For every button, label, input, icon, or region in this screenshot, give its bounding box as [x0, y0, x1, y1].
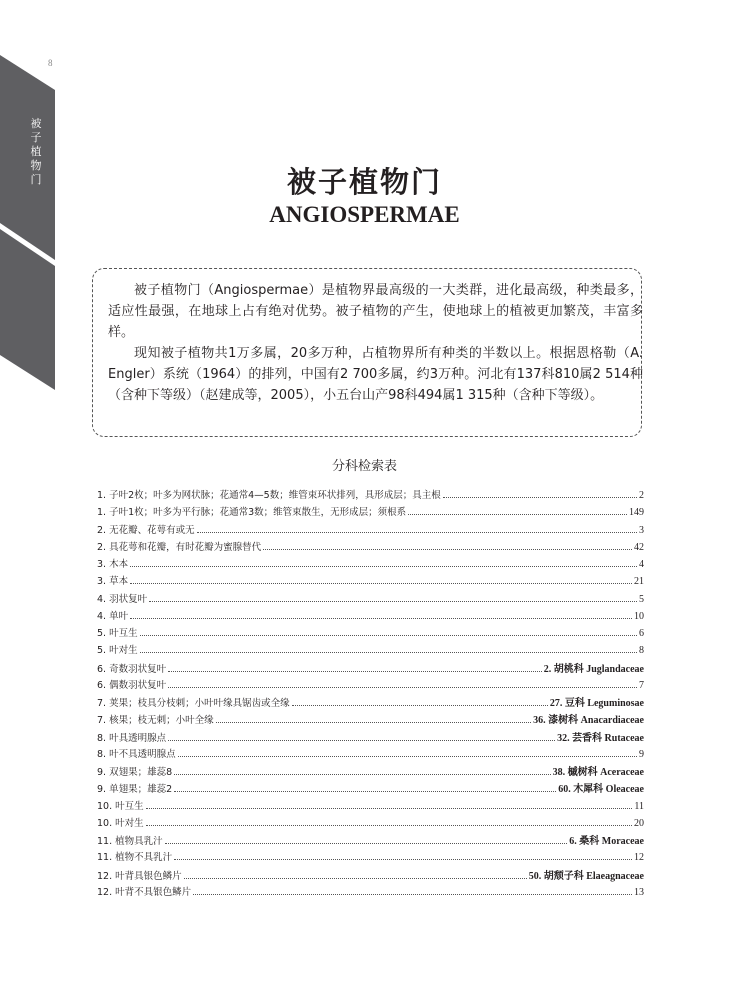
- leader-dots: [174, 784, 556, 792]
- page-number: 8: [48, 58, 53, 68]
- key-entry-text: 4. 单叶: [97, 610, 129, 622]
- key-entry: [97, 867, 644, 884]
- leader-dots: [174, 767, 551, 775]
- key-family-name: 60. 木犀科 Oleaceae: [558, 784, 644, 796]
- leader-dots: [130, 576, 632, 584]
- leader-dots: [197, 525, 637, 533]
- key-entry-text: 7. 核果；枝无刺；小叶全缘: [97, 715, 214, 727]
- key-entry: [97, 694, 644, 711]
- key-entry-text: 6. 奇数羽状复叶: [97, 663, 167, 675]
- key-family-name: 27. 豆科 Leguminosae: [549, 698, 644, 709]
- key-family-name: 50. 胡颓子科 Elaeagnaceae: [528, 870, 644, 882]
- key-family-name: 38. 槭树科 Aceraceae: [552, 767, 644, 778]
- intro-paragraph: 现知被子植物共1万多属，20多万种，占植物界所有种类的半数以上。根据恩格勒（A. Engler）系统（1964）的排列，中国有2 700多属，约3万种。河北有137科810属2 514种（含种下等级）（赵建成等，2005），小五台山产98科494属1 315种（含种下等级）。: [108, 346, 643, 403]
- key-entry: [97, 729, 644, 746]
- key-step-ref: 11: [634, 800, 644, 812]
- key-step-ref: 7: [639, 679, 644, 691]
- key-entry: [97, 660, 644, 677]
- key-entry-text: 10. 叶对生: [97, 817, 144, 829]
- intro-paragraph: 被子植物门（Angiospermae）是植物界最高级的一大类群，进化最高级，种类最多，适应性最强，在地球上占有绝对优势。被子植物的产生，使地球上的植被更加繁茂，丰富多样。: [108, 283, 643, 340]
- key-entry: [97, 884, 644, 901]
- leader-dots: [174, 852, 632, 860]
- key-entry: [97, 677, 644, 694]
- leader-dots: [149, 594, 637, 602]
- key-step-ref: 8: [639, 645, 644, 657]
- leader-dots: [130, 611, 632, 619]
- key-family-name: 36. 漆树科 Anacardiaceae: [533, 715, 644, 727]
- key-step-ref: 10: [634, 610, 644, 622]
- key-entry-text: 8. 叶不具透明腺点: [97, 748, 176, 760]
- key-entry-text: 9. 双翅果；雄蕊8: [97, 767, 173, 778]
- leader-dots: [178, 749, 637, 757]
- leader-dots: [168, 664, 542, 672]
- key-entry-text: 9. 单翅果；雄蕊2: [97, 784, 173, 796]
- key-entry-text: 10. 叶互生: [97, 800, 144, 812]
- key-step-ref: 6: [639, 628, 644, 639]
- identification-key: [97, 487, 644, 901]
- key-step-ref: 4: [639, 559, 644, 570]
- intro-text: [108, 280, 643, 406]
- leader-dots: [140, 628, 637, 636]
- key-entry-text: 2. 具花萼和花瓣，有时花瓣为蜜腺替代: [97, 541, 262, 553]
- key-entry: [97, 625, 644, 642]
- side-tab-label: 被子植物门: [30, 117, 42, 186]
- key-entry: [97, 815, 644, 832]
- key-family-name: 6. 桑科 Moraceae: [569, 836, 644, 847]
- key-entry: [97, 504, 644, 521]
- leader-dots: [193, 887, 632, 895]
- page-subtitle: ANGIOSPERMAE: [269, 202, 460, 227]
- key-entry: [97, 539, 644, 556]
- key-entry: [97, 573, 644, 590]
- key-step-ref: 20: [634, 817, 644, 829]
- key-entry-text: 4. 羽状复叶: [97, 593, 148, 605]
- key-entry: [97, 608, 644, 625]
- key-step-ref: 12: [634, 852, 644, 864]
- key-entry-text: 11. 植物具乳汁: [97, 836, 163, 847]
- key-entry-text: 5. 叶互生: [97, 628, 138, 639]
- key-entry-text: 1. 子叶1枚；叶多为平行脉；花通常3数；维管束散生，无形成层；须根系: [97, 507, 407, 519]
- leader-dots: [165, 836, 568, 844]
- key-entry: [97, 711, 644, 728]
- leader-dots: [184, 871, 527, 879]
- leader-dots: [140, 645, 637, 653]
- key-entry: [97, 849, 644, 866]
- leader-dots: [168, 680, 637, 688]
- key-step-ref: 42: [634, 541, 644, 553]
- key-entry-text: 12. 叶背不具银色鳞片: [97, 886, 192, 898]
- leader-dots: [443, 490, 637, 498]
- key-entry: [97, 763, 644, 780]
- key-step-ref: 149: [629, 507, 644, 519]
- key-entry: [97, 591, 644, 608]
- key-entry: [97, 746, 644, 763]
- key-family-name: 32. 芸香科 Rutaceae: [557, 732, 644, 744]
- key-entry: [97, 522, 644, 539]
- key-entry-text: 2. 无花瓣、花萼有或无: [97, 524, 195, 536]
- key-entry-text: 3. 木本: [97, 559, 129, 570]
- key-title: 分科检索表: [331, 459, 397, 474]
- key-entry-text: 11. 植物不具乳汁: [97, 852, 173, 864]
- key-entry: [97, 832, 644, 849]
- leader-dots: [130, 559, 637, 567]
- key-step-ref: 3: [639, 524, 644, 536]
- key-entry-text: 5. 叶对生: [97, 645, 138, 657]
- key-step-ref: 21: [634, 576, 644, 588]
- key-entry: [97, 556, 644, 573]
- key-entry-text: 3. 草本: [97, 576, 129, 588]
- leader-dots: [292, 698, 548, 706]
- key-step-ref: 9: [639, 748, 644, 760]
- leader-dots: [408, 507, 627, 515]
- key-entry: [97, 798, 644, 815]
- key-step-ref: 2: [639, 490, 644, 501]
- key-entry: [97, 487, 644, 504]
- key-entry-text: 8. 叶具透明腺点: [97, 732, 167, 744]
- key-step-ref: 5: [639, 593, 644, 605]
- key-entry-text: 1. 子叶2枚；叶多为网状脉；花通常4—5数；维管束环状排列，具形成层；具主根: [97, 490, 441, 501]
- leader-dots: [146, 801, 633, 809]
- leader-dots: [146, 818, 632, 826]
- key-family-name: 2. 胡桃科 Juglandaceae: [543, 663, 644, 675]
- leader-dots: [263, 542, 632, 550]
- key-entry-text: 12. 叶背具银色鳞片: [97, 870, 182, 882]
- leader-dots: [168, 733, 555, 741]
- key-entry: [97, 642, 644, 659]
- key-entry-text: 7. 荚果；枝具分枝刺；小叶叶缘具锯齿或全缘: [97, 698, 290, 709]
- page-title: 被子植物门: [286, 165, 442, 199]
- key-entry-text: 6. 偶数羽状复叶: [97, 679, 167, 691]
- key-step-ref: 13: [634, 886, 644, 898]
- leader-dots: [216, 715, 532, 723]
- key-entry: [97, 780, 644, 797]
